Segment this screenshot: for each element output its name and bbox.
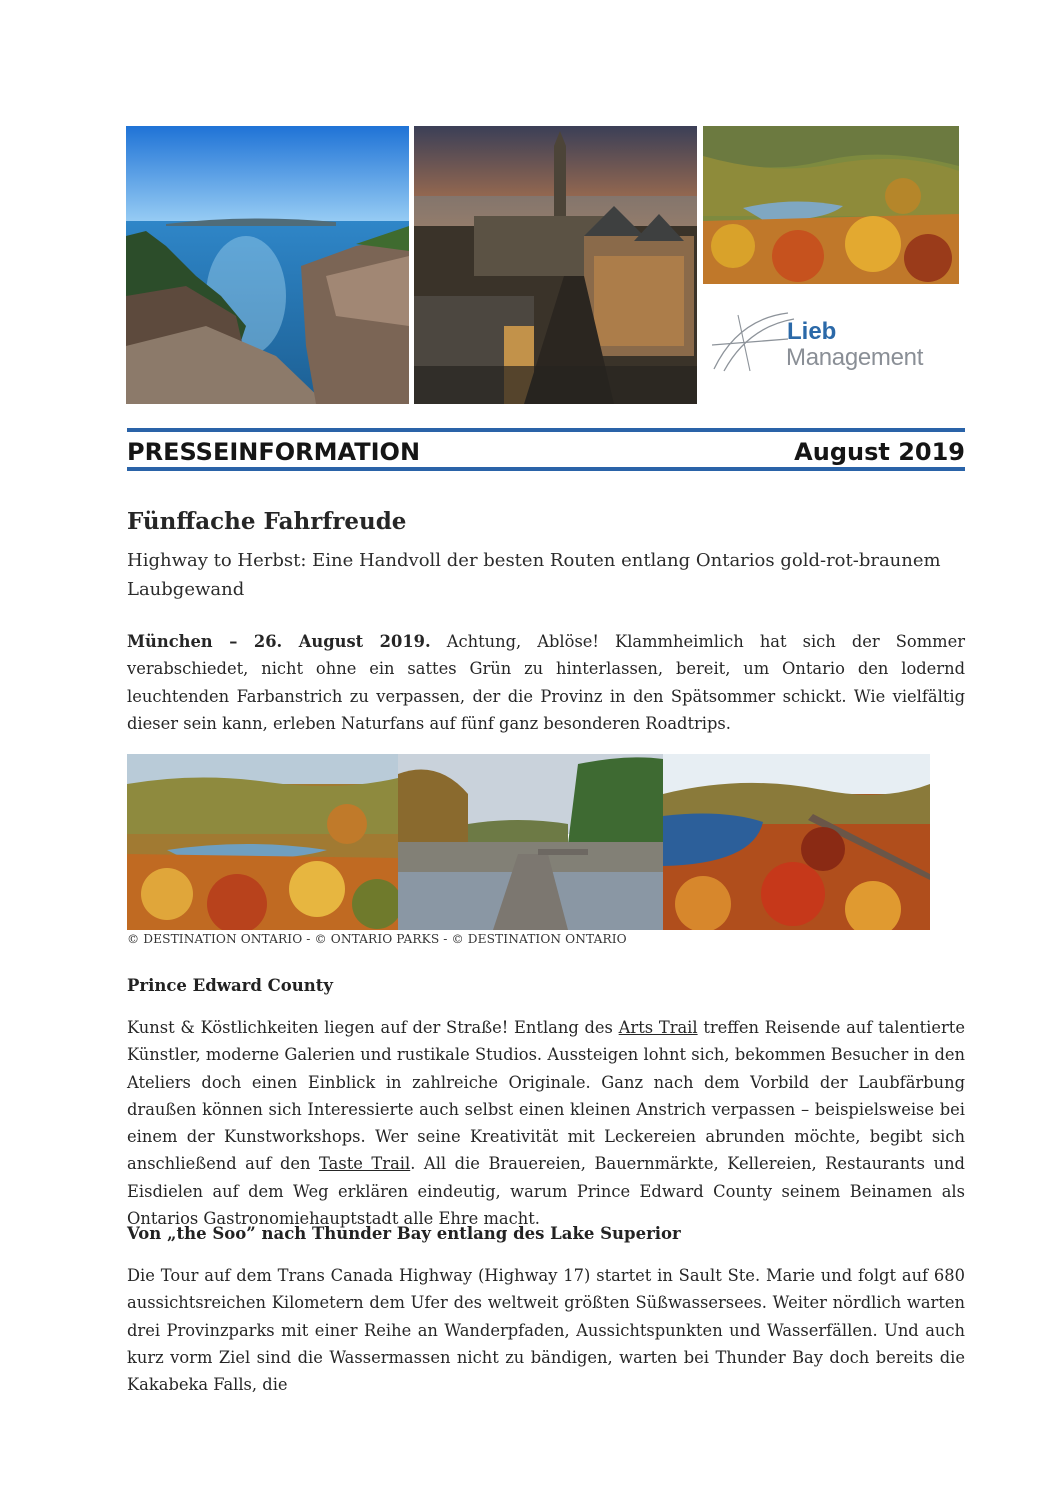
- header-rule-bottom: [127, 467, 965, 471]
- presseinformation-label: PRESSEINFORMATION: [127, 438, 421, 466]
- intro-text: Achtung, Ablöse! Klammheimlich hat sich der Sommer verabschiedet, nicht ohne ein sattes Grün zu hinterlassen, bereit, um Ontario den lodernd leuchtenden Farbanstrich zu verpassen, der die Provinz in den Spätsommer schickt. Wie vielfältig dieser sein kann, erleben Naturfans auf fünf ganz besonderen Roadtrips.: [127, 632, 965, 733]
- header-rule-top: [127, 428, 965, 432]
- photo-caption: © DESTINATION ONTARIO - © ONTARIO PARKS - © DESTINATION ONTARIO: [127, 932, 627, 946]
- section1-text-3: . All die Brauereien, Bauernmärkte, Kellereien, Restaurants und Eisdielen auf dem Weg erklären eindeutig, warum Prince Edward County seinem Beinamen als Ontarios Gastronomiehauptstadt alle Ehre macht.: [127, 1154, 965, 1229]
- lieb-logo-mark-icon: [708, 309, 798, 375]
- arts-trail-link[interactable]: Arts Trail: [618, 1018, 698, 1037]
- photo-autumn-lake: [703, 126, 959, 284]
- intro-paragraph: [127, 628, 965, 737]
- section1-paragraph: [127, 1014, 965, 1232]
- section-heading-lake-superior: Von „the Soo” nach Thunder Bay entlang des Lake Superior: [127, 1224, 681, 1243]
- photo-ottawa-parliament: [414, 126, 697, 404]
- photo-dock-lake: [398, 754, 663, 930]
- logo-text-lieb: Lieb: [787, 318, 837, 345]
- section2-paragraph: Die Tour auf dem Trans Canada Highway (Highway 17) startet in Sault Ste. Marie und folgt auf 680 aussichtsreichen Kilometern dem Ufer des weltweit größten Süßwassersees. Weiter nördlich warten drei Provinzparks mit einer Reihe an Wanderpfaden, Aussichtspunkten und Wasserfällen. Und auch kurz vorm Ziel sind die Wassermassen nicht zu bändigen, warten bei Thunder Bay doch bereits die Kakabeka Falls, die: [127, 1266, 965, 1395]
- photo-train-lake: [663, 754, 930, 930]
- section1-text-1: Kunst & Köstlichkeiten liegen auf der Straße! Entlang des: [127, 1018, 619, 1037]
- page-subtitle: Highway to Herbst: Eine Handvoll der besten Routen entlang Ontarios gold-rot-braunem Laubgewand: [127, 550, 941, 600]
- section-heading-prince-edward-county: Prince Edward County: [127, 976, 333, 995]
- dateline: München – 26. August 2019.: [127, 632, 431, 651]
- page-title: Fünffache Fahrfreude: [127, 508, 407, 535]
- header-date: August 2019: [794, 438, 965, 466]
- section1-text-2: treffen Reisende auf talentierte Künstler, moderne Galerien und rustikale Studios. Aussteigen lohnt sich, bekommen Besucher in den Ateliers doch einen Einblick in zahlreiche Originale. Ganz nach dem Vorbild der Laubfärbung draußen können sich Interessierte auch selbst einen kleinen Anstrich verpassen – beispielsweise bei einem der Kunstworkshops. Wer seine Kreativität mit Leckereien abrunden möchte, begibt sich anschließend auf den: [127, 1018, 965, 1174]
- photo-lake-cliffs: [126, 126, 409, 404]
- taste-trail-link[interactable]: Taste Trail: [319, 1154, 411, 1174]
- logo-text-management: Management: [786, 344, 924, 371]
- photo-forest-lake: [127, 754, 398, 930]
